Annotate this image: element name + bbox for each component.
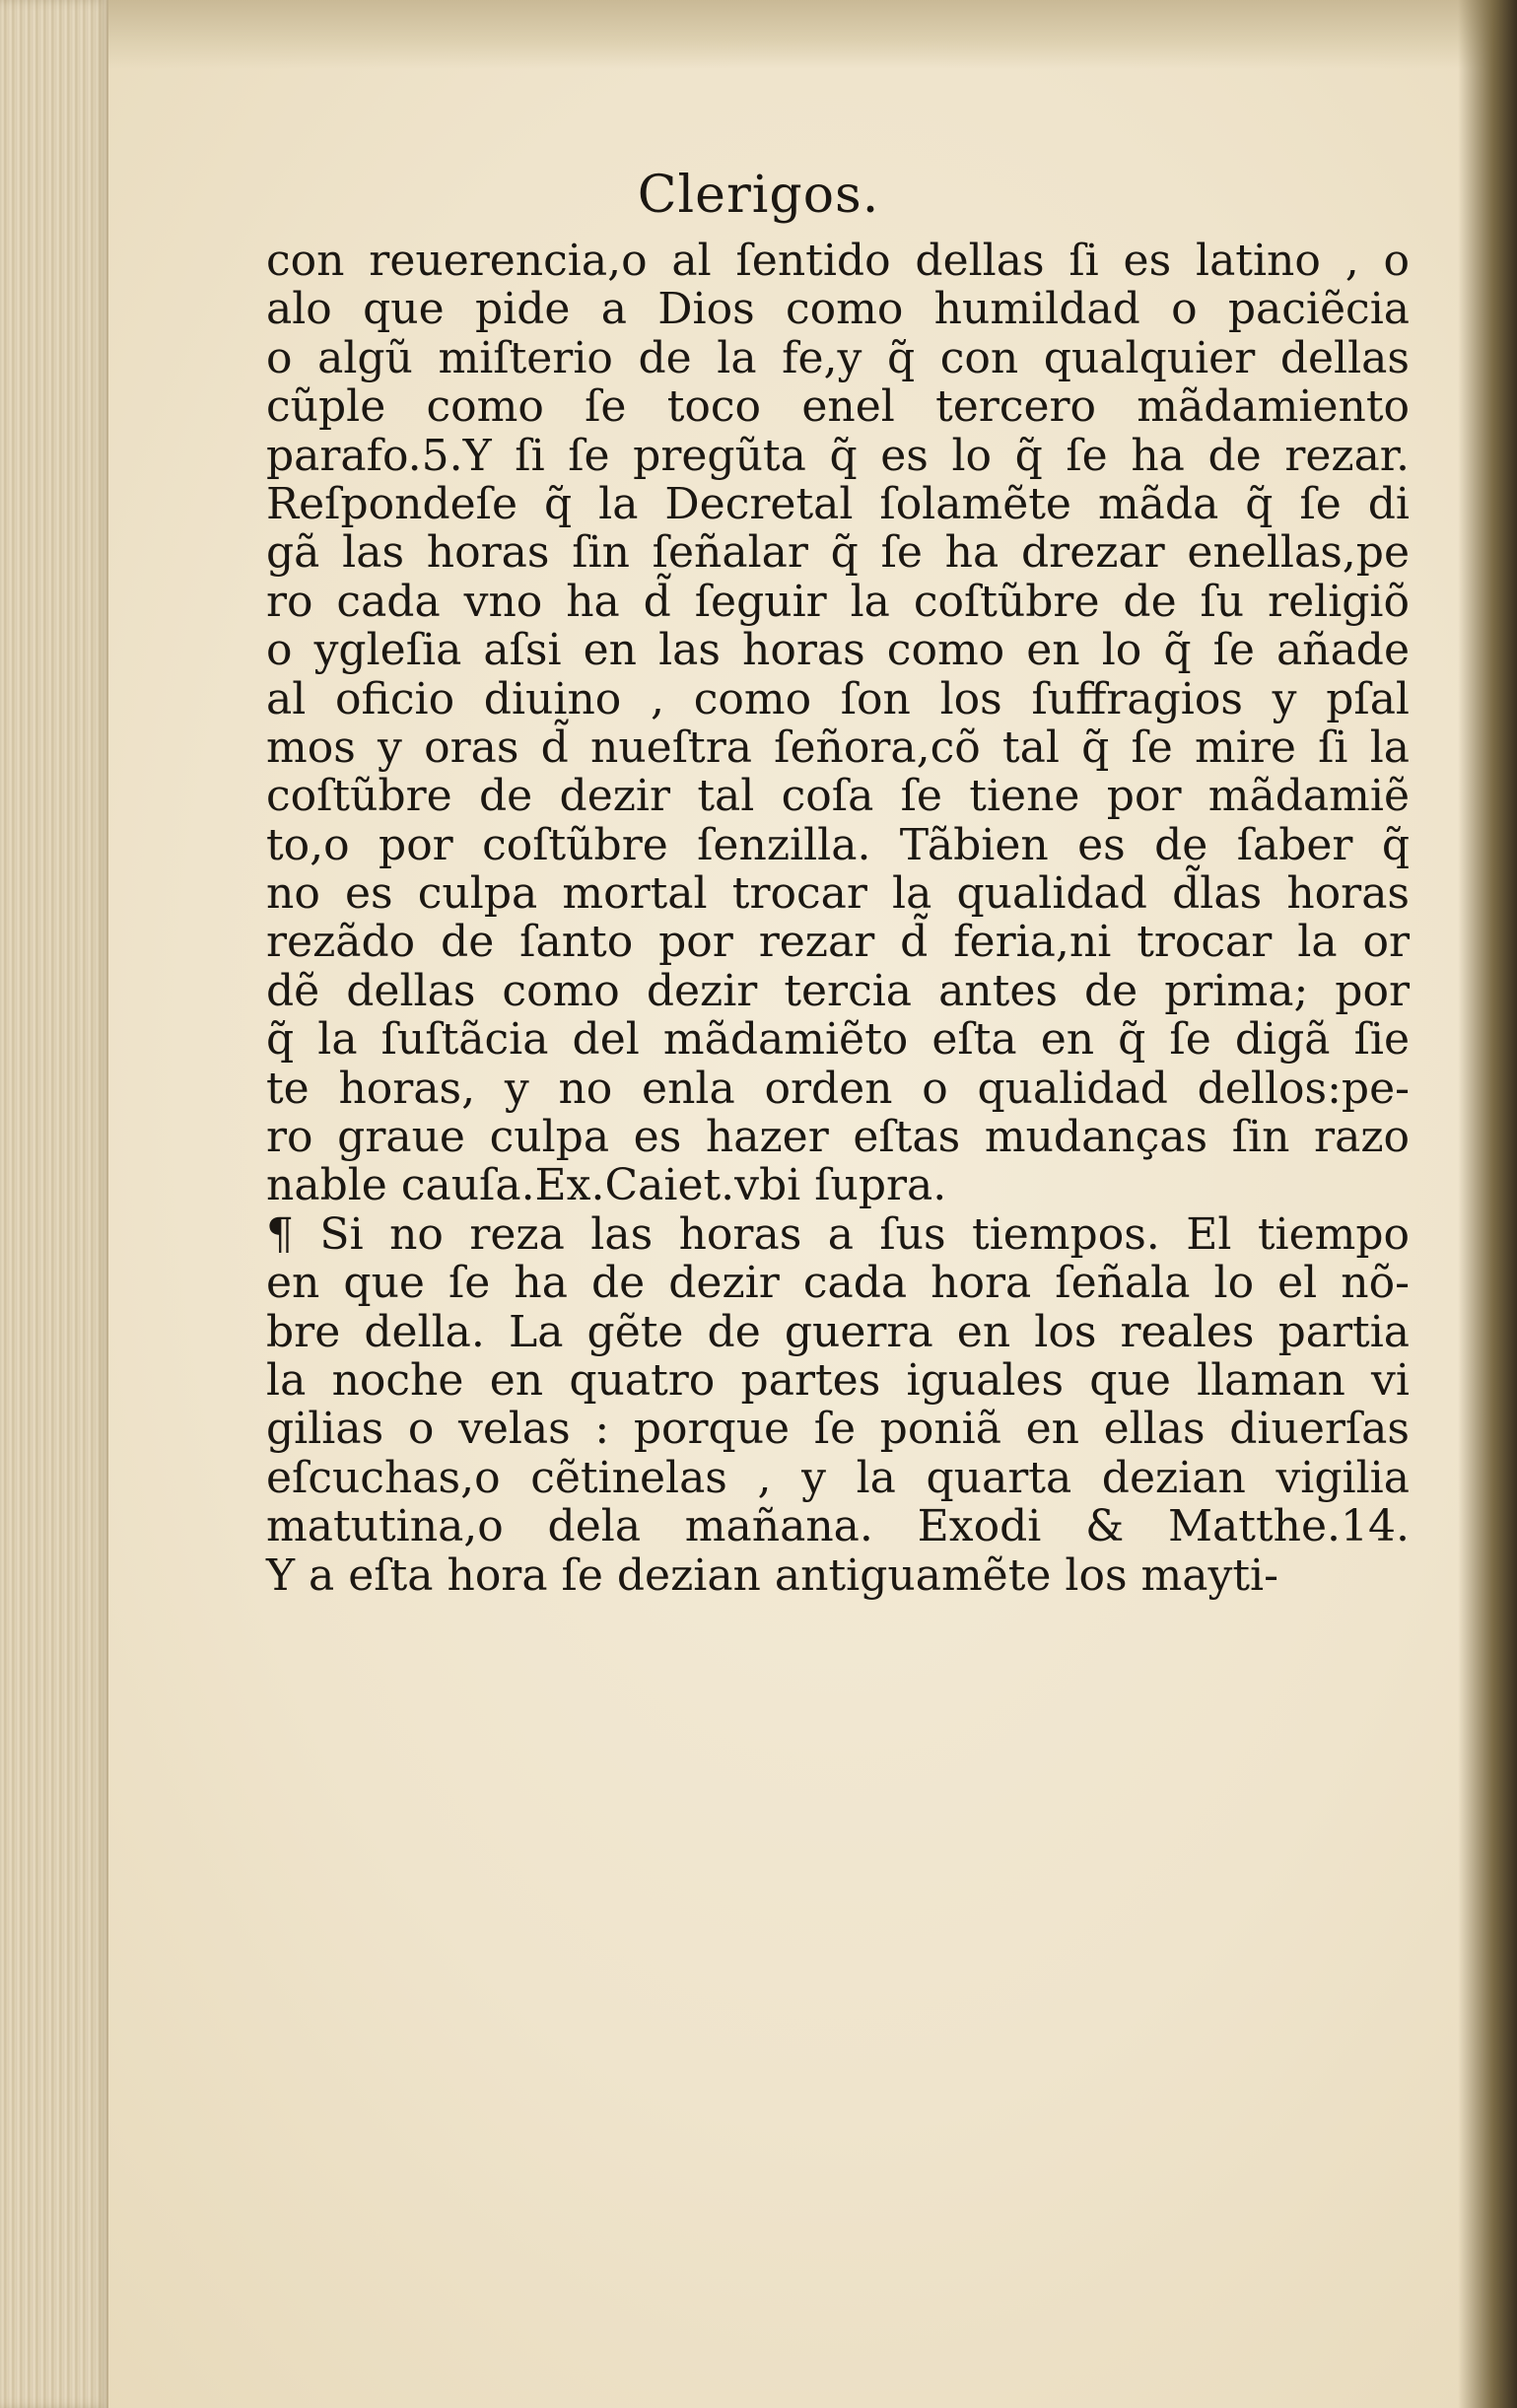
- text-line: matutina,o dela mañana. Exodi & Matthe.14.: [266, 1501, 1410, 1552]
- page-right-edge: [1458, 0, 1517, 2408]
- text-line: con reuerencia,o al ſentido dellas ſi es latino , o: [266, 236, 1410, 286]
- text-line: ro graue culpa es hazer eſtas mudanças ſin razo: [266, 1112, 1410, 1163]
- text-line: alo que pide a Dios como humildad o paciẽcia: [266, 284, 1410, 335]
- text-line: eſcuchas,o cẽtinelas , y la quarta dezian vigilia: [266, 1452, 1410, 1503]
- text-line: Y a eſta hora ſe dezian antiguamẽte los mayti-: [266, 1549, 1278, 1601]
- text-line: q̃ la ſuſtãcia del mãdamiẽto eſta en q̃ ſe digã ſie: [266, 1014, 1410, 1066]
- text-line: nable cauſa.Ex.Caiet.vbi ſupra.: [266, 1160, 947, 1211]
- text-line: o ygleſia aſsi en las horas como en lo q̃ ſe añade: [266, 625, 1410, 676]
- body-text: [266, 237, 1410, 1600]
- text-line: bre della. La gẽte de guerra en los reales partia: [266, 1306, 1410, 1357]
- text-line: coſtũbre de dezir tal coſa ſe tiene por mãdamiẽ: [266, 771, 1410, 822]
- text-line: gilias o velas : porque ſe poniã en ellas diuerſas: [266, 1404, 1410, 1455]
- text-line: al oficio diuino , como ſon los ſuffragios y pſal: [266, 673, 1410, 724]
- running-header: Clerigos.: [637, 166, 880, 225]
- text-line: te horas, y no enla orden o qualidad dellos:pe-: [266, 1063, 1410, 1114]
- text-line: cũple como ſe toco enel tercero mãdamiento: [266, 381, 1410, 433]
- text-line: parafo.5.Y ſi ſe pregũta q̃ es lo q̃ ſe ha de rezar.: [266, 430, 1410, 481]
- text-line: la noche en quatro partes iguales que llaman vi: [266, 1354, 1410, 1406]
- page-left-edge: [0, 0, 108, 2408]
- text-line: en que ſe ha de dezir cada hora ſeñala lo el nõ-: [266, 1258, 1410, 1309]
- text-line: mos y oras d̃ nueſtra ſeñora,cõ tal q̃ ſe mire ſi la: [266, 722, 1410, 773]
- text-line: Reſpondeſe q̃ la Decretal ſolamẽte mãda q̃ ſe di: [266, 478, 1410, 529]
- text-line: no es culpa mortal trocar la qualidad d̃las horas: [266, 868, 1410, 920]
- text-line: ro cada vno ha d̃ ſeguir la coſtũbre de ſu religiõ: [266, 576, 1410, 627]
- page-top-edge: [0, 0, 1517, 69]
- text-line: rezãdo de ſanto por rezar d̃ feria,ni trocar la or: [266, 917, 1410, 968]
- text-line: o algũ miſterio de la fe,y q̃ con qualquier dellas: [266, 332, 1410, 383]
- text-line: ¶ Si no reza las horas a ſus tiempos. El tiempo: [266, 1208, 1410, 1260]
- text-line: to,o por coſtũbre ſenzilla. Tãbien es de ſaber q̃: [266, 819, 1410, 870]
- text-line: gã las horas ſin ſeñalar q̃ ſe ha drezar enellas,pe: [266, 527, 1410, 579]
- text-line: dẽ dellas como dezir tercia antes de prima; por: [266, 965, 1410, 1016]
